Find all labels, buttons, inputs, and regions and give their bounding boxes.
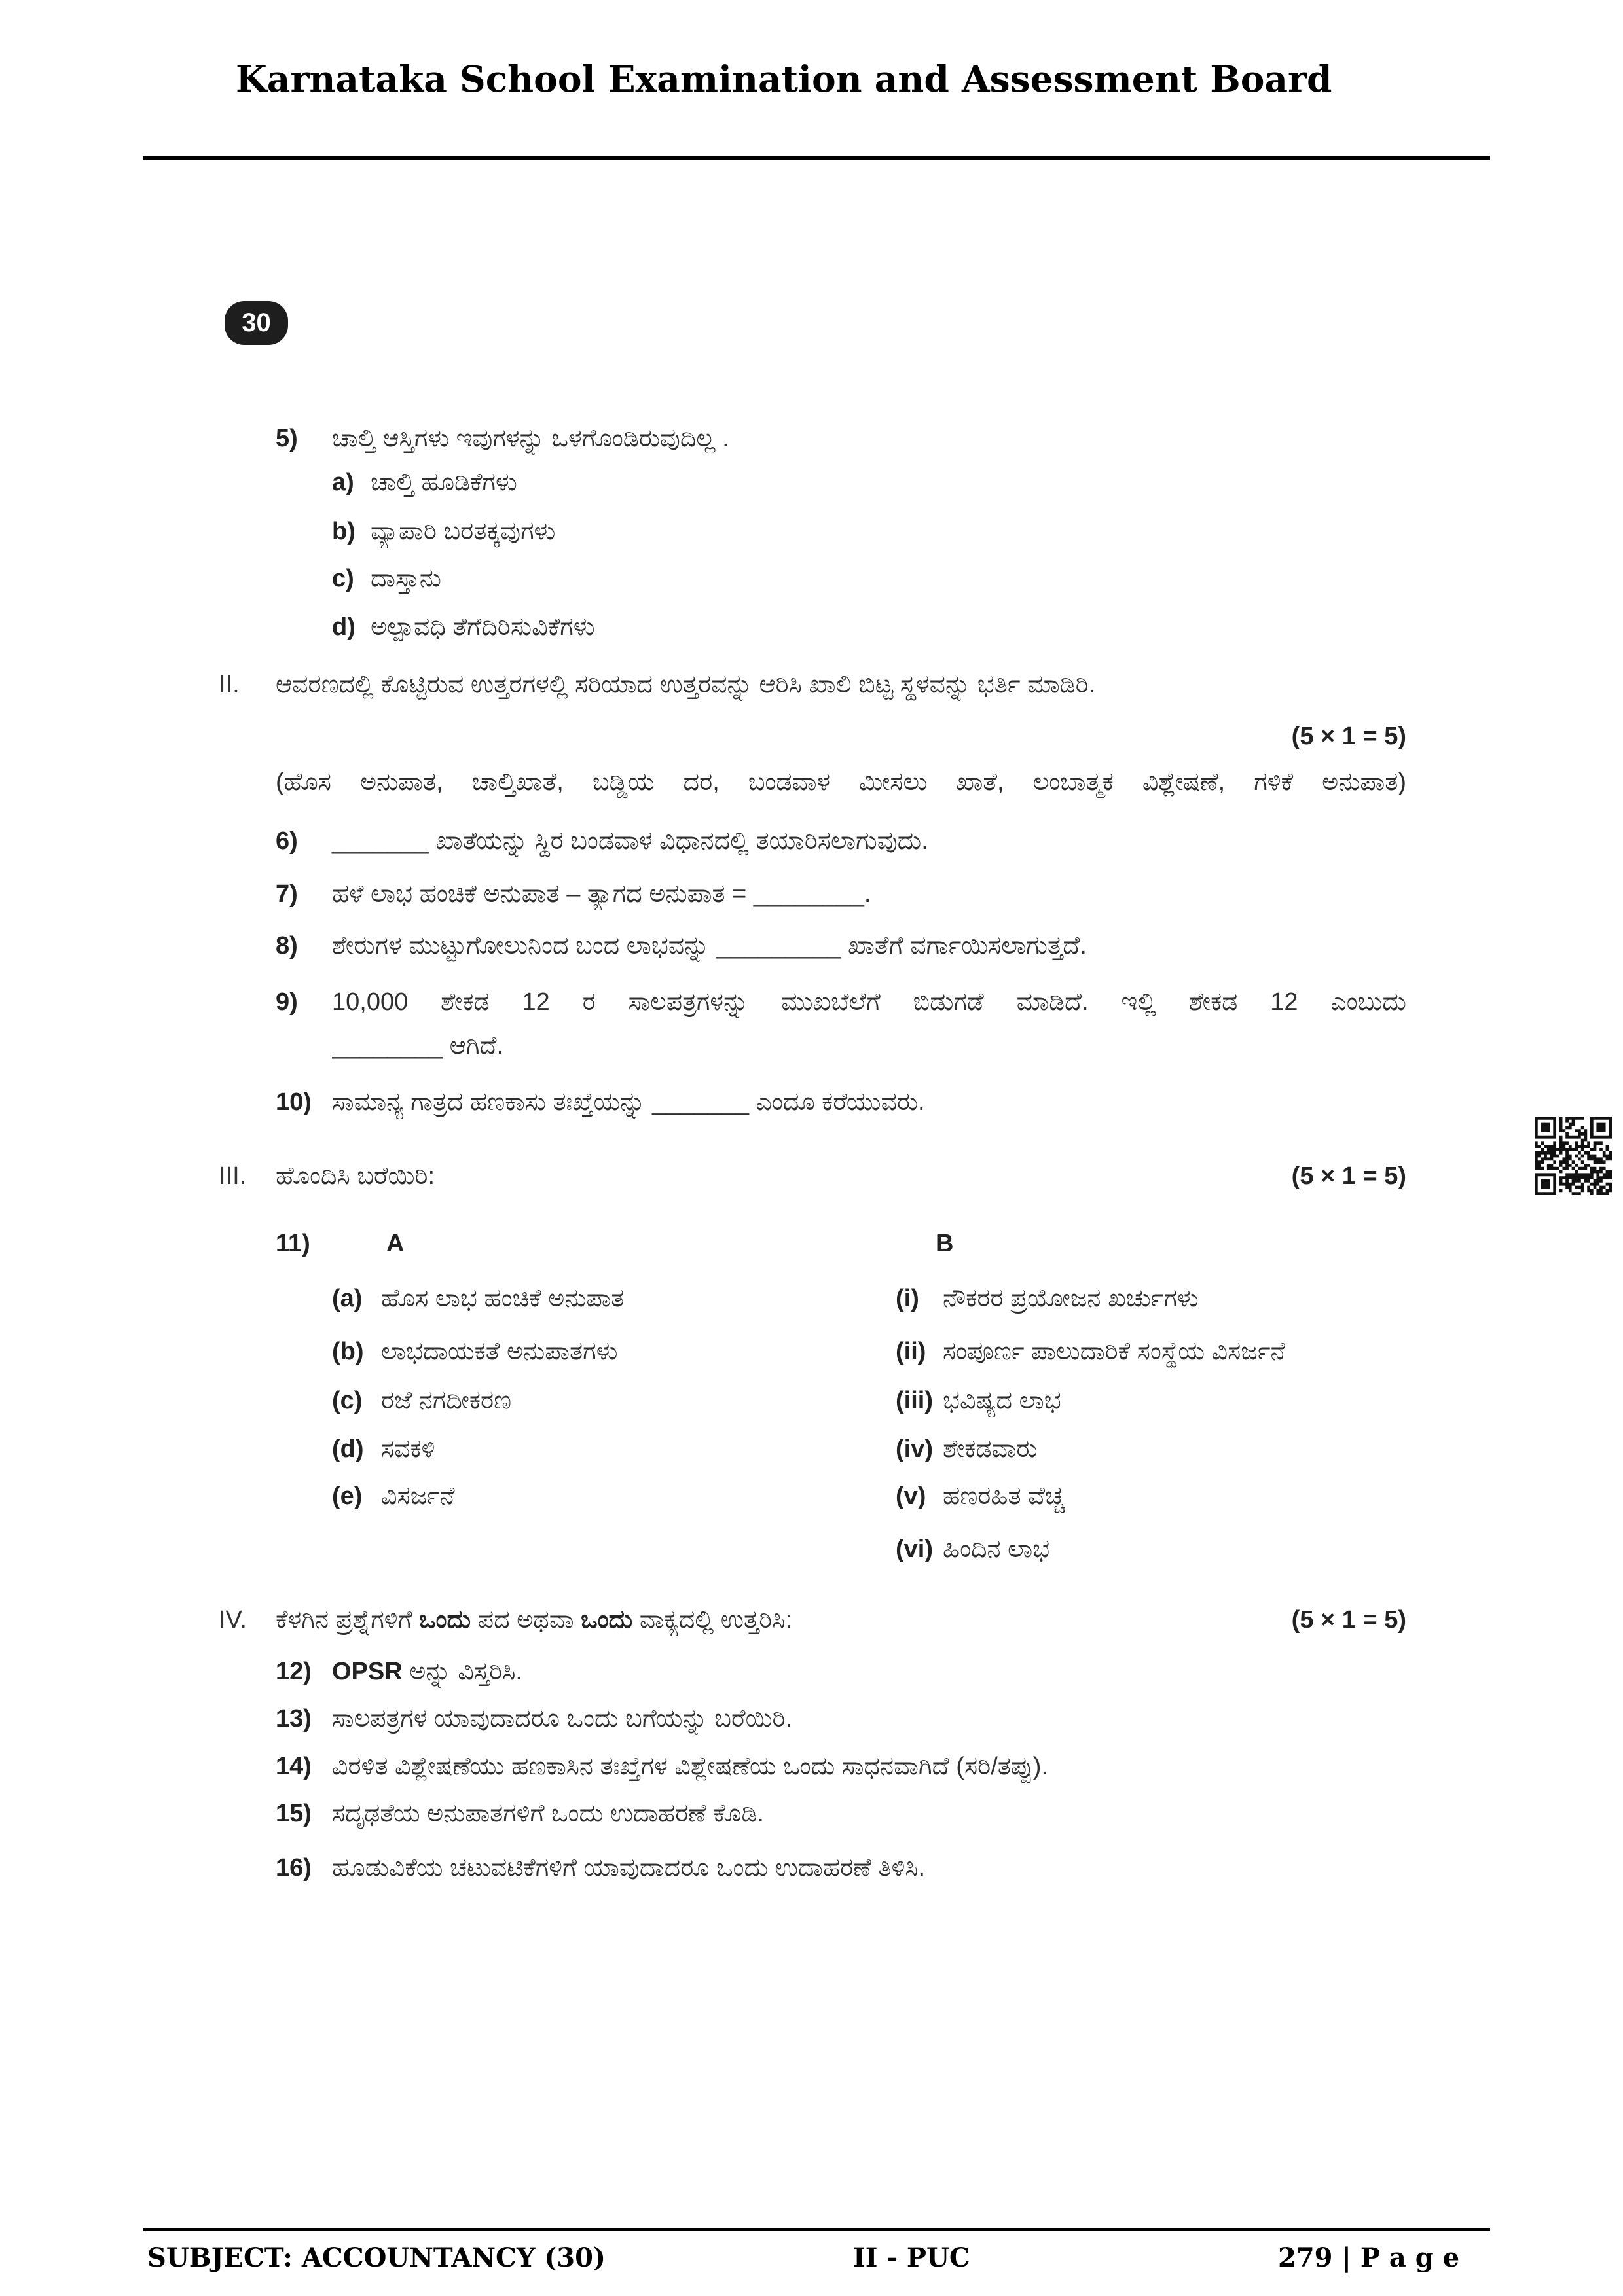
question-number: 7) [276,880,298,908]
match-label: (iv) [896,1435,933,1463]
match-label: (i) [896,1285,919,1312]
match-text: ವಿಸರ್ಜನೆ [381,1482,455,1510]
question-8 [276,929,1406,962]
match-text: ನೌಕರರ ಪ್ರಯೋಜನ ಖರ್ಚುಗಳು [943,1285,1199,1312]
section-2-heading [219,668,1406,701]
qr-code-icon [1535,1117,1612,1195]
option-label: b) [332,518,356,545]
question-16 [276,1852,1406,1884]
question-text: ಅನ್ನು ವಿಸ್ತರಿಸಿ. [409,1658,522,1685]
column-a-header: A [386,1230,405,1257]
match-text: ರಜೆ ನಗದೀಕರಣ [381,1387,512,1414]
question-text: ವಿರಳಿತ ವಿಶ್ಲೇಷಣೆಯು ಹಣಕಾಸಿನ ತಃಖ್ತೆಗಳ ವಿಶ್ಲೇಷಣೆಯ ಒಂದು ಸಾಧನವಾಗಿದೆ (ಸರಿ/ತಪ್ಪು). [332,1753,1048,1780]
option-text: ದಾಸ್ತಾನು [371,565,441,592]
option-text: ಚಾಲ್ತಿ ಹೂಡಿಕೆಗಳು [371,469,517,496]
match-label: (c) [332,1387,363,1414]
question-number: 8) [276,932,298,960]
question-13 [276,1702,1406,1735]
instruction-part: ಪದ ಅಥವಾ [477,1606,574,1634]
header-rule [143,156,1490,160]
question-text: ಸಾಮಾನ್ಯ ಗಾತ್ರದ ಹಣಕಾಸು ತಃಖ್ತೆಯನ್ನು _______ ಎಂದೂ ಕರೆಯುವರು. [332,1088,925,1116]
question-7 [276,878,1406,910]
footer-class: II - PUC [853,2242,970,2273]
question-text-line-2: ________ ಆಗಿದೆ. [332,1032,504,1060]
word-bank: (ಹೊಸ ಅನುಪಾತ, ಚಾಲ್ತಿಖಾತೆ, ಬಡ್ಡಿಯ ದರ, ಬಂಡವಾಳ ಮೀಸಲು ಖಾತೆ, ಲಂಬಾತ್ಮಕ ವಿಶ್ಲೇಷಣೆ, ಗಳಿಕೆ ಅನುಪಾತ) [276,768,1406,796]
match-option-ii [896,1335,1439,1368]
section-3-marks: (5 × 1 = 5) [1291,1162,1406,1190]
question-9 [276,986,1406,1018]
match-text: ಹಣರಹಿತ ವೆಚ್ಚ [943,1482,1065,1510]
match-option-v [896,1480,1439,1513]
match-text: ಲಾಭದಾಯಕತೆ ಅನುಪಾತಗಳು [381,1338,618,1365]
section-4-marks: (5 × 1 = 5) [1291,1606,1406,1634]
match-text: ಹಿಂದಿನ ಲಾಭ [943,1535,1050,1563]
match-label: (d) [332,1435,364,1463]
match-option-i [896,1282,1439,1315]
question-5 [276,422,1406,455]
question-text: _______ ಖಾತೆಯನ್ನು ಸ್ಥಿರ ಬಂಡವಾಳ ವಿಧಾನದಲ್ಲಿ ತಯಾರಿಸಲಾಗುವುದು. [332,827,928,855]
question-number: 15) [276,1800,312,1827]
option-b [332,515,1406,548]
match-text: ಸಂಪೂರ್ಣ ಪಾಲುದಾರಿಕೆ ಸಂಸ್ಥೆಯ ವಿಸರ್ಜನೆ [943,1338,1286,1365]
section-instruction: ಹೊಂದಿಸಿ ಬರೆಯಿರಿ: [276,1162,435,1190]
match-label: (b) [332,1338,364,1365]
option-label: c) [332,565,354,592]
match-text: ಭವಿಷ್ಯದ ಲಾಭ [943,1387,1061,1414]
match-text: ಸವಕಳಿ [381,1435,435,1463]
match-label: (e) [332,1482,363,1510]
match-item-d [332,1433,882,1465]
question-number: 16) [276,1854,312,1882]
instruction-part: ವಾಕ್ಯದಲ್ಲಿ ಉತ್ತರಿಸಿ: [639,1606,793,1634]
question-6 [276,825,1406,857]
instruction-emphasis: ಒಂದು [581,1606,633,1634]
section-4-heading [219,1604,1240,1636]
qr-modules [1535,1117,1612,1195]
section-3-heading [219,1160,1240,1193]
option-d [332,611,1406,643]
match-item-a [332,1282,882,1315]
match-item-c [332,1384,882,1417]
question-text: ಹಳೆ ಲಾಭ ಹಂಚಿಕೆ ಅನುಪಾತ – ತ್ಯಾಗದ ಅನುಪಾತ = ________. [332,880,871,908]
question-number: 12) [276,1658,312,1685]
question-12 [276,1655,1406,1688]
footer-subject: SUBJECT: ACCOUNTANCY (30) [147,2242,606,2273]
option-text: ಅಲ್ಪಾವಧಿ ತೆಗೆದಿರಿಸುವಿಕೆಗಳು [371,613,595,641]
instruction-part: ಕೆಳಗಿನ ಪ್ರಶ್ನೆಗಳಿಗೆ [276,1606,412,1634]
match-label: (iii) [896,1387,933,1414]
match-label: (a) [332,1285,363,1312]
match-option-iv [896,1433,1439,1465]
question-text: ಚಾಲ್ತಿ ಆಸ್ತಿಗಳು ಇವುಗಳನ್ನು ಒಳಗೊಂಡಿರುವುದಿಲ್ಲ . [332,425,729,452]
section-number: II. [219,671,240,698]
question-number: 6) [276,827,298,855]
instruction-emphasis: ಒಂದು [419,1606,471,1634]
board-title: Karnataka School Examination and Assessment Board [236,58,1332,100]
question-number: 9) [276,988,298,1016]
match-label: (vi) [896,1535,933,1563]
match-option-iii [896,1384,1439,1417]
question-15 [276,1797,1406,1830]
footer-page-number: 279 | P a g e [1278,2242,1460,2273]
option-label: a) [332,469,354,496]
section-number: IV. [219,1606,247,1634]
question-number: 10) [276,1088,312,1116]
question-text: ಶೇರುಗಳ ಮುಟ್ಟುಗೋಲುನಿಂದ ಬಂದ ಲಾಭವನ್ನು _________ ಖಾತೆಗೆ ವರ್ಗಾಯಿಸಲಾಗುತ್ತದೆ. [332,932,1087,960]
option-label: d) [332,613,356,641]
option-a [332,466,1406,499]
question-number: 5) [276,425,298,452]
section-instruction: ಆವರಣದಲ್ಲಿ ಕೊಟ್ಟಿರುವ ಉತ್ತರಗಳಲ್ಲಿ ಸರಿಯಾದ ಉತ್ತರವನ್ನು ಆರಿಸಿ ಖಾಲಿ ಬಿಟ್ಟ ಸ್ಥಳವನ್ನು ಭರ್ತಿ ಮಾಡಿರಿ. [276,671,1096,698]
match-item-b [332,1335,882,1368]
column-b-header: B [936,1230,954,1257]
footer-rule [143,2228,1490,2231]
question-10 [276,1086,1406,1119]
question-number: 13) [276,1705,312,1732]
question-text-line-1: 10,000 ಶೇಕಡ 12 ರ ಸಾಲಪತ್ರಗಳನ್ನು ಮುಖಬೆಲೆಗೆ ಬಿಡುಗಡೆ ಮಾಡಿದೆ. ಇಲ್ಲಿ ಶೇಕಡ 12 ಎಂಬುದು [332,988,1406,1016]
question-number: 14) [276,1753,312,1780]
section-number: III. [219,1162,247,1190]
match-label: (ii) [896,1338,926,1365]
question-text: ಹೂಡುವಿಕೆಯ ಚಟುವಟಿಕೆಗಳಿಗೆ ಯಾವುದಾದರೂ ಒಂದು ಉದಾಹರಣೆ ತಿಳಿಸಿ. [332,1854,926,1882]
question-11-number: 11) [276,1230,310,1257]
subject-code-badge: 30 [225,301,288,345]
section-2-marks: (5 × 1 = 5) [1291,723,1406,750]
question-14 [276,1750,1406,1783]
option-text: ವ್ಯಾಪಾರಿ ಬರತಕ್ಕವುಗಳು [371,518,556,545]
question-text: ಸದೃಢತೆಯ ಅನುಪಾತಗಳಿಗೆ ಒಂದು ಉದಾಹರಣೆ ಕೊಡಿ. [332,1800,764,1827]
match-text: ಹೊಸ ಲಾಭ ಹಂಚಿಕೆ ಅನುಪಾತ [381,1285,625,1312]
question-text: ಸಾಲಪತ್ರಗಳ ಯಾವುದಾದರೂ ಒಂದು ಬಗೆಯನ್ನು ಬರೆಯಿರಿ. [332,1705,793,1732]
match-item-e [332,1480,882,1513]
question-9-continuation [332,1030,1406,1062]
acronym: OPSR [332,1658,403,1685]
match-text: ಶೇಕಡವಾರು [943,1435,1038,1463]
match-label: (v) [896,1482,926,1510]
option-c [332,562,1406,595]
match-option-vi [896,1533,1439,1566]
